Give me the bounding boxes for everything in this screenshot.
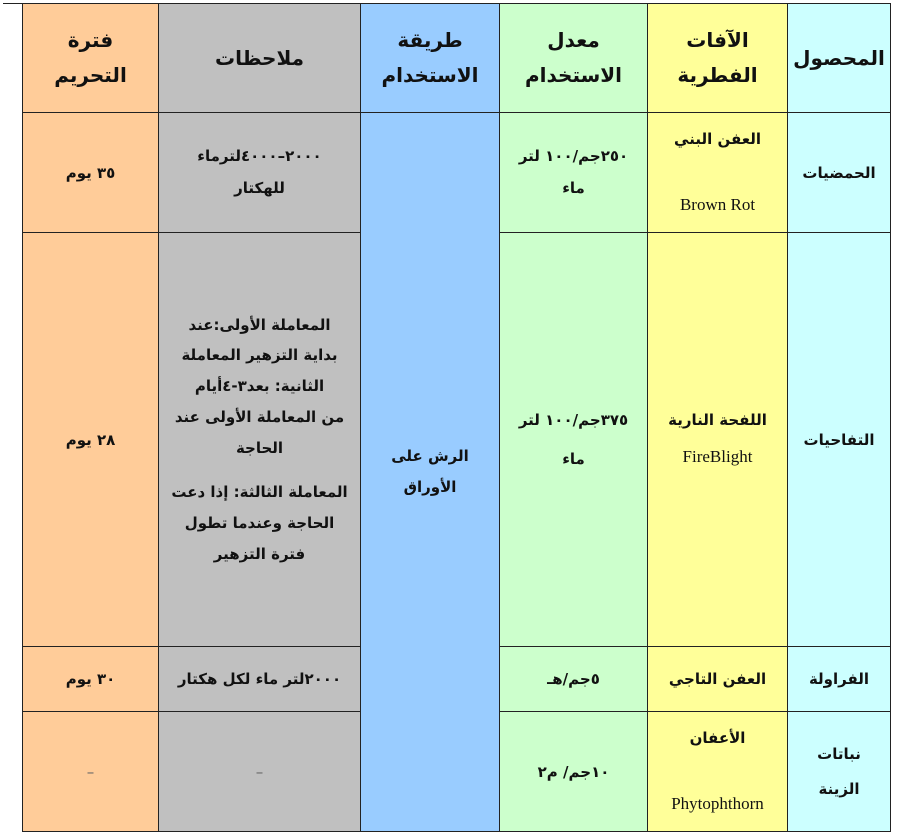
disease-latin: FireBlight — [682, 447, 753, 467]
rate-cell — [499, 712, 647, 832]
period-value: ٣٠ يوم — [65, 670, 116, 688]
header-rate-line1: معدل — [547, 28, 600, 52]
period-cell — [22, 233, 158, 647]
crop-cell — [787, 113, 890, 233]
header-crop — [787, 4, 890, 113]
rate-value: ٥جم/هـ — [547, 670, 600, 688]
header-fungal-pests — [647, 4, 787, 113]
disease-arabic: العفن التاجي — [668, 670, 767, 688]
header-method-line1: طريقة — [397, 28, 463, 52]
header-rate-line2: الاستخدام — [524, 63, 623, 87]
disease-cell — [647, 712, 787, 832]
notes-line: المعاملة الثالثة: إذا دعت — [171, 483, 348, 502]
notes-line: من المعاملة الأولى عند — [174, 407, 345, 426]
crop-name-line1: نباتات — [817, 745, 861, 763]
notes-line: الحاجة — [235, 438, 284, 457]
disease-latin: Brown Rot — [679, 194, 756, 214]
period-value: – — [86, 762, 95, 781]
rate-line1: ٢٥٠جم/١٠٠ لتر — [518, 147, 629, 165]
period-value: ٣٥ يوم — [65, 163, 116, 182]
disease-arabic: العفن البني — [674, 130, 761, 148]
rate-line2: ماء — [562, 178, 585, 197]
header-fungal-pests-line1: الآفات — [686, 28, 749, 52]
crop-name-line2: الزينة — [818, 779, 860, 798]
notes-line1: ٢٠٠٠–٤٠٠٠لترماء — [197, 147, 322, 165]
rate-line2: ماء — [562, 449, 585, 468]
method-line1: الرش على — [391, 446, 469, 465]
disease-arabic: اللفحة النارية — [668, 410, 767, 429]
notes-line: المعاملة الأولى:عند — [188, 315, 331, 334]
header-period — [22, 4, 158, 113]
header-method — [360, 4, 499, 113]
header-period-line2: التحريم — [54, 63, 127, 87]
notes-line: الثانية: بعد٣-٤أيام — [194, 377, 325, 395]
disease-latin: Phytophthorn — [671, 793, 764, 813]
crop-cell — [787, 647, 890, 712]
header-fungal-pests-line2: الفطرية — [677, 63, 758, 87]
disease-arabic: الأعفان — [689, 729, 746, 747]
period-cell — [22, 647, 158, 712]
header-notes-text: ملاحظات — [214, 45, 305, 70]
crop-cell — [787, 712, 890, 832]
header-method-line2: الاستخدام — [381, 63, 479, 87]
rate-cell — [499, 233, 647, 647]
period-value: ٢٨ يوم — [65, 430, 116, 449]
notes-line: الحاجة وعندما تطول — [184, 514, 335, 532]
notes-cell — [158, 233, 360, 647]
crop-cell — [787, 233, 890, 647]
disease-cell — [647, 647, 787, 712]
period-cell — [22, 712, 158, 832]
rate-cell — [499, 113, 647, 233]
notes-cell — [158, 647, 360, 712]
notes-value: ٢٠٠٠لتر ماء لكل هكتار — [177, 670, 342, 688]
notes-line: فترة التزهير — [213, 544, 306, 563]
header-notes — [158, 4, 360, 113]
crop-name: الحمضيات — [802, 163, 876, 182]
disease-cell — [647, 113, 787, 233]
notes-line: بداية التزهير المعاملة — [181, 346, 338, 365]
method-cell — [360, 113, 499, 832]
notes-line2: للهكتار — [234, 178, 285, 197]
method-line2: الأوراق — [403, 478, 457, 496]
notes-cell — [158, 712, 360, 832]
period-cell — [22, 113, 158, 233]
header-period-line1: فترة — [67, 28, 114, 52]
header-crop-text: المحصول — [793, 45, 885, 70]
rate-value: ١٠جم/ م٢ — [537, 762, 610, 781]
disease-cell — [647, 233, 787, 647]
pesticide-table — [3, 3, 891, 832]
notes-cell — [158, 113, 360, 233]
rate-line1: ٣٧٥جم/١٠٠ لتر — [518, 410, 629, 429]
notes-value: – — [255, 762, 264, 781]
crop-name: الفراولة — [808, 670, 870, 688]
rate-cell — [499, 647, 647, 712]
header-rate — [499, 4, 647, 113]
crop-name: التفاحيات — [803, 430, 875, 449]
